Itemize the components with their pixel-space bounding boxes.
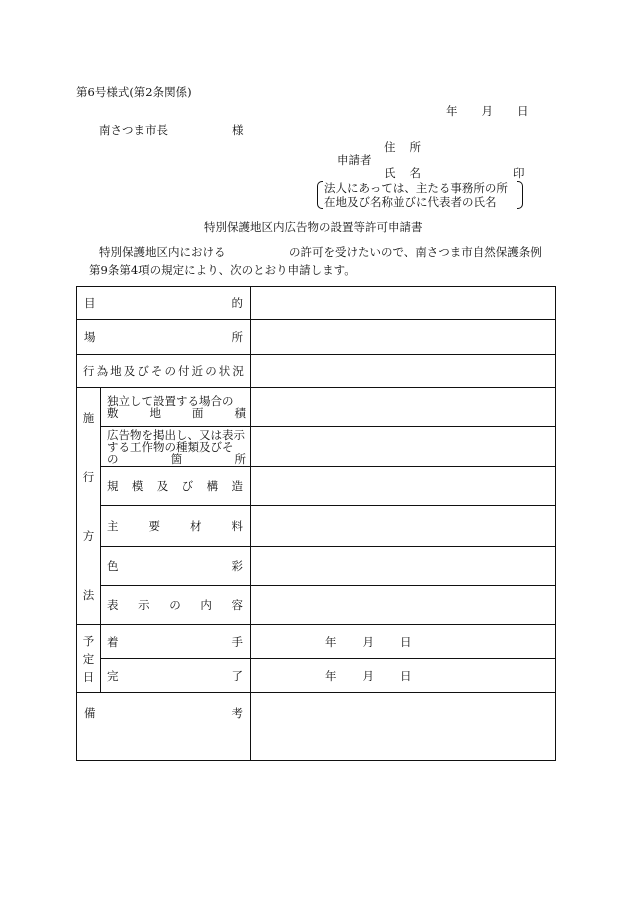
left-brace (317, 181, 323, 209)
application-table (76, 286, 556, 761)
corporate-note-line1: 法人にあっては、主たる事務所の所 (324, 181, 508, 195)
remarks-field[interactable] (251, 693, 556, 761)
corporate-note (317, 180, 523, 208)
date-month: 月 (481, 104, 493, 118)
location-field[interactable] (251, 320, 556, 355)
color-field[interactable] (251, 546, 556, 585)
remarks-label-cell: 備 考 (77, 693, 251, 761)
start-date-field[interactable]: 年 月 日 (251, 625, 556, 659)
body-line1-b: の許可を受けたいので、南さつま市自然保護条例 (289, 245, 542, 259)
form-number: 第6号様式(第2条関係) (76, 85, 192, 99)
date-day: 日 (517, 104, 529, 118)
body-line2: 第9条第4項の規定により、次のとおり申請します。 (89, 263, 356, 277)
body-line1-a: 特別保護地区内における (99, 245, 226, 259)
start-label-cell: 着 手 (101, 625, 251, 659)
location-label-cell: 場 所 (77, 320, 251, 355)
method-group-label: 施 行 方 法 (77, 388, 101, 625)
applicant-label: 申請者 (337, 153, 372, 167)
structure-place-label-cell: 広告物を掲出し、又は表示 する工作物の種類及びそ の 箇 所 (101, 427, 251, 467)
finish-label-cell: 完 了 (101, 659, 251, 693)
corporate-note-line2: 在地及び名称並びに代表者の氏名 (324, 195, 497, 209)
structure-place-field[interactable] (251, 427, 556, 467)
color-label-cell: 色 彩 (101, 546, 251, 585)
purpose-field[interactable] (251, 287, 556, 320)
display-content-label-cell: 表 示 の 内 容 (101, 585, 251, 624)
seal-mark: 印 (513, 166, 525, 180)
purpose-label-cell: 目 的 (77, 287, 251, 320)
main-material-label-cell: 主 要 材 料 (101, 506, 251, 546)
site-condition-label-cell: 行 為 地 及 び そ の 付 近 の 状 況 (77, 355, 251, 388)
name-label: 氏 名 (384, 166, 421, 180)
document-title: 特別保護地区内広告物の設置等許可申請書 (204, 220, 423, 234)
schedule-group-label: 予 定 日 (77, 625, 101, 693)
honorific: 様 (232, 123, 244, 137)
scale-structure-field[interactable] (251, 467, 556, 506)
site-condition-field[interactable] (251, 355, 556, 388)
scale-structure-label-cell: 規 模 及 び 構 造 (101, 467, 251, 506)
site-area-label-cell: 独立して設置する場合の 敷 地 面 積 (101, 388, 251, 427)
display-content-field[interactable] (251, 585, 556, 624)
site-area-field[interactable] (251, 388, 556, 427)
finish-date-field[interactable]: 年 月 日 (251, 659, 556, 693)
date-line (446, 103, 529, 119)
address-label: 住 所 (384, 140, 421, 154)
right-brace (517, 181, 523, 209)
addressee: 南さつま市長 (99, 123, 168, 137)
main-material-field[interactable] (251, 506, 556, 546)
date-year: 年 (446, 104, 458, 118)
